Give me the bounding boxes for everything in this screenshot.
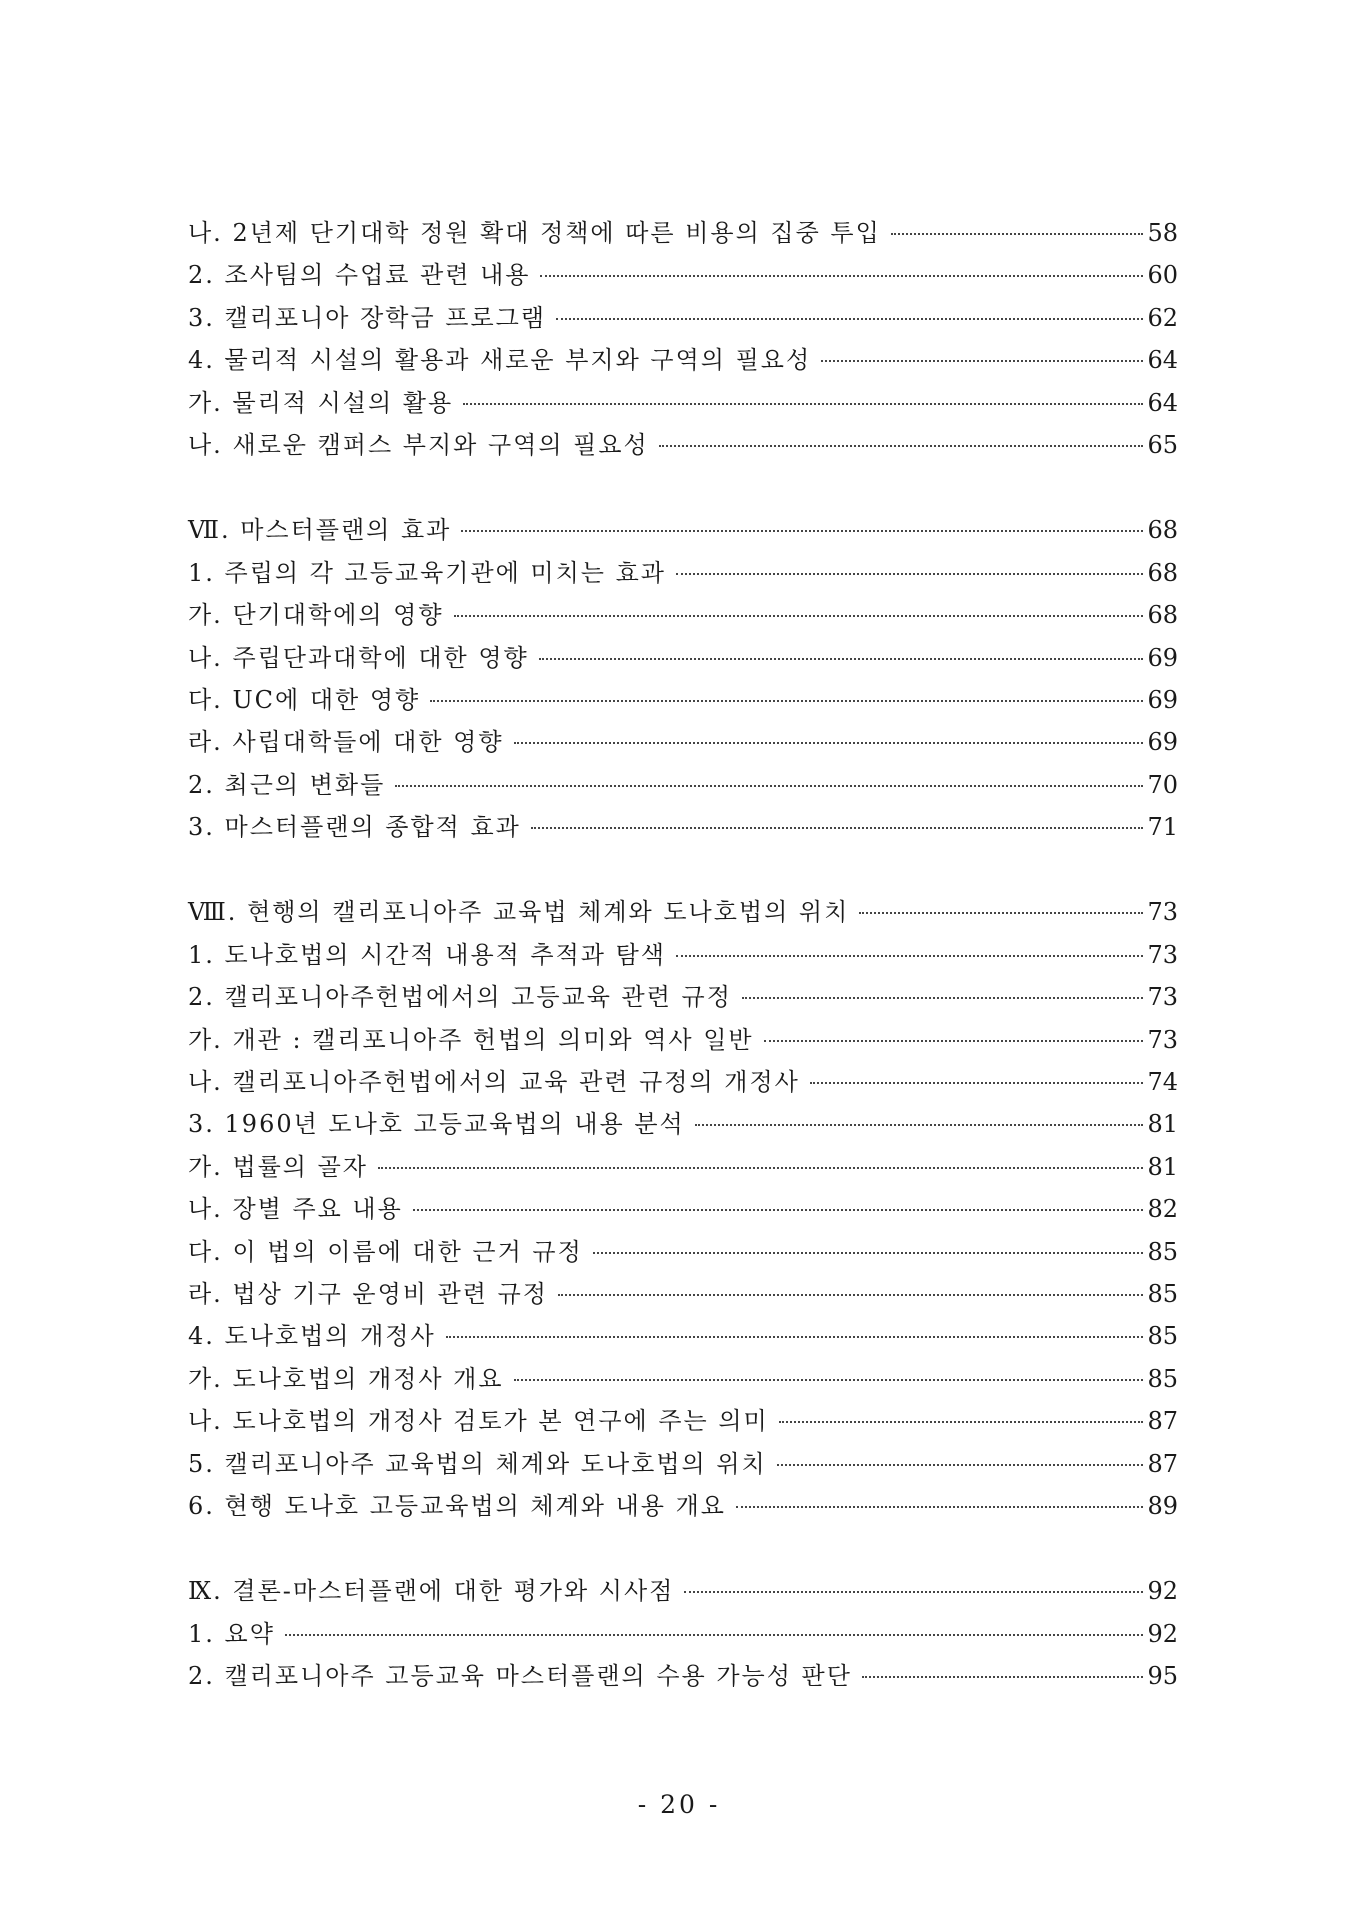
dot-leader (821, 360, 1143, 362)
toc-entry-title: 2. 조사팀의 수업료 관련 내용 (188, 261, 531, 290)
dot-leader (514, 1379, 1144, 1381)
toc-entry-title: 가. 도나호법의 개정사 개요 (188, 1364, 504, 1393)
toc-entry (188, 1570, 1178, 1612)
toc-entry (188, 1019, 1178, 1061)
toc-entry (188, 976, 1178, 1018)
toc-entry-title: 나. 캘리포니아주헌법에서의 교육 관련 규정의 개정사 (188, 1068, 800, 1097)
toc-entry-title: Ⅷ. 현행의 캘리포니아주 교육법 체계와 도나호법의 위치 (188, 898, 850, 927)
toc-entry-title: 4. 도나호법의 개정사 (188, 1322, 436, 1351)
toc-entry (188, 297, 1178, 339)
toc-section (188, 891, 1178, 1527)
toc-entry-page: 82 (1147, 1195, 1178, 1224)
toc-entry (188, 637, 1178, 679)
toc-entry-page: 58 (1147, 219, 1178, 247)
toc-entry-title: 2. 캘리포니아주 고등교육 마스터플랜의 수용 가능성 판단 (188, 1662, 852, 1691)
dot-leader (558, 1294, 1143, 1296)
dot-leader (684, 1591, 1143, 1593)
toc-entry-title: 가. 개관 : 캘리포니아주 헌법의 의미와 역사 일반 (188, 1025, 754, 1054)
dot-leader (779, 1421, 1144, 1423)
toc-entry (188, 721, 1178, 763)
dot-leader (810, 1082, 1144, 1084)
toc-entry-title: 4. 물리적 시설의 활용과 새로운 부지와 구역의 필요성 (188, 346, 812, 375)
toc-entry-page: 85 (1147, 1322, 1178, 1351)
dot-leader (676, 955, 1143, 957)
toc-entry (188, 934, 1178, 976)
dot-leader (395, 785, 1143, 787)
toc-entry-page: 95 (1147, 1662, 1178, 1691)
toc-entry-page: 68 (1147, 516, 1178, 545)
dot-leader (659, 445, 1144, 447)
toc-entry-title: 가. 법률의 골자 (188, 1152, 368, 1181)
toc-entry-page: 60 (1147, 261, 1178, 290)
dot-leader (862, 1676, 1144, 1678)
toc-entry-page: 73 (1147, 983, 1178, 1012)
dot-leader (556, 318, 1143, 320)
toc-entry-page: 62 (1147, 303, 1178, 332)
toc-entry (188, 1061, 1178, 1103)
toc-entry (188, 509, 1178, 551)
dot-leader (764, 1040, 1144, 1042)
toc-entry-page: 92 (1147, 1619, 1178, 1648)
dot-leader (285, 1634, 1144, 1636)
toc-entry-page: 65 (1147, 430, 1178, 459)
toc-entry-page: 69 (1147, 643, 1178, 672)
toc-entry (188, 339, 1178, 381)
toc-entry-title: 나. 도나호법의 개정사 검토가 본 연구에 주는 의미 (188, 1407, 769, 1436)
dot-leader (446, 1336, 1144, 1338)
toc-entry (188, 1485, 1178, 1527)
toc-entry-page: 92 (1147, 1577, 1178, 1606)
toc-entry-title: 6. 현행 도나호 고등교육법의 체계와 내용 개요 (188, 1491, 726, 1520)
dot-leader (413, 1209, 1144, 1211)
dot-leader (676, 573, 1143, 575)
toc-entry-title: 라. 법상 기구 운영비 관련 규정 (188, 1279, 548, 1308)
toc-entry-title: 1. 요약 (188, 1619, 275, 1648)
dot-leader (454, 615, 1144, 617)
toc-section (188, 212, 1178, 466)
toc-entry-page: 87 (1147, 1407, 1178, 1436)
toc-entry-page: 71 (1147, 813, 1178, 842)
toc-entry (188, 1273, 1178, 1315)
page-number: - 20 - (637, 1790, 721, 1819)
toc-entry (188, 764, 1178, 806)
dot-leader (378, 1167, 1143, 1169)
toc-entry (188, 1231, 1178, 1273)
toc-entry (188, 1443, 1178, 1485)
dot-leader (891, 233, 1144, 235)
dot-leader (531, 827, 1144, 829)
toc-entry-title: 다. UC에 대한 영향 (188, 685, 421, 714)
toc-section (188, 509, 1178, 848)
toc-entry (188, 382, 1178, 424)
dot-leader (540, 275, 1143, 277)
toc-entry-title: 3. 마스터플랜의 종합적 효과 (188, 813, 521, 842)
toc-entry (188, 891, 1178, 933)
toc-entry-page: 73 (1147, 898, 1178, 927)
toc-entry-title: 나. 새로운 캠퍼스 부지와 구역의 필요성 (188, 430, 649, 459)
toc-entry (188, 1188, 1178, 1230)
toc-entry (188, 1358, 1178, 1400)
dot-leader (463, 403, 1143, 405)
toc-entry-page: 64 (1147, 388, 1178, 417)
toc-entry (188, 1146, 1178, 1188)
toc-entry-page: 68 (1147, 558, 1178, 587)
dot-leader (742, 997, 1144, 999)
toc-entry (188, 254, 1178, 296)
dot-leader (430, 700, 1143, 702)
dot-leader (695, 1124, 1144, 1126)
table-of-contents (188, 212, 1178, 1741)
toc-entry (188, 552, 1178, 594)
toc-entry-page: 68 (1147, 601, 1178, 630)
toc-entry-page: 70 (1147, 770, 1178, 799)
toc-entry (188, 679, 1178, 721)
toc-entry (188, 1315, 1178, 1357)
toc-entry-title: 2. 최근의 변화들 (188, 770, 386, 799)
dot-leader (736, 1506, 1143, 1508)
toc-entry-page: 85 (1147, 1237, 1178, 1266)
dot-leader (593, 1252, 1144, 1254)
toc-entry-page: 87 (1147, 1449, 1178, 1478)
toc-entry (188, 1103, 1178, 1145)
toc-entry-title: 3. 캘리포니아 장학금 프로그램 (188, 303, 546, 332)
toc-entry-title: 5. 캘리포니아주 교육법의 체계와 도나호법의 위치 (188, 1449, 767, 1478)
toc-entry (188, 212, 1178, 254)
toc-entry-title: Ⅶ. 마스터플랜의 효과 (188, 516, 452, 545)
toc-entry-page: 81 (1147, 1152, 1178, 1181)
toc-entry (188, 424, 1178, 466)
toc-entry-title: 가. 단기대학에의 영향 (188, 601, 444, 630)
toc-entry-page: 85 (1147, 1279, 1178, 1308)
toc-entry-title: 1. 주립의 각 고등교육기관에 미치는 효과 (188, 558, 666, 587)
dot-leader (777, 1464, 1144, 1466)
toc-entry-title: 가. 물리적 시설의 활용 (188, 388, 454, 417)
toc-entry-title: 나. 장별 주요 내용 (188, 1195, 403, 1224)
toc-entry-page: 73 (1147, 1025, 1178, 1054)
dot-leader (514, 742, 1144, 744)
toc-entry-title: 라. 사립대학들에 대한 영향 (188, 728, 504, 757)
dot-leader (859, 912, 1143, 914)
toc-entry-title: 나. 주립단과대학에 대한 영향 (188, 643, 529, 672)
toc-section (188, 1570, 1178, 1697)
toc-entry-title: 나. 2년제 단기대학 정원 확대 정책에 따른 비용의 집중 투입 (188, 219, 881, 247)
toc-entry (188, 1613, 1178, 1655)
toc-entry-page: 69 (1147, 728, 1178, 757)
toc-entry-page: 89 (1147, 1491, 1178, 1520)
toc-entry-title: 3. 1960년 도나호 고등교육법의 내용 분석 (188, 1110, 685, 1139)
toc-entry-page: 81 (1147, 1110, 1178, 1139)
toc-entry-title: 2. 캘리포니아주헌법에서의 고등교육 관련 규정 (188, 983, 732, 1012)
dot-leader (461, 530, 1143, 532)
toc-entry (188, 1400, 1178, 1442)
toc-entry (188, 594, 1178, 636)
toc-entry-page: 74 (1147, 1068, 1178, 1097)
toc-entry-page: 85 (1147, 1364, 1178, 1393)
toc-entry (188, 1655, 1178, 1697)
toc-entry-page: 73 (1147, 940, 1178, 969)
dot-leader (539, 658, 1144, 660)
toc-entry (188, 806, 1178, 848)
toc-entry-title: 다. 이 법의 이름에 대한 근거 규정 (188, 1237, 583, 1266)
toc-entry-title: Ⅸ. 결론-마스터플랜에 대한 평가와 시사점 (188, 1577, 675, 1606)
toc-entry-title: 1. 도나호법의 시간적 내용적 추적과 탐색 (188, 940, 666, 969)
toc-entry-page: 64 (1147, 346, 1178, 375)
toc-entry-page: 69 (1147, 685, 1178, 714)
